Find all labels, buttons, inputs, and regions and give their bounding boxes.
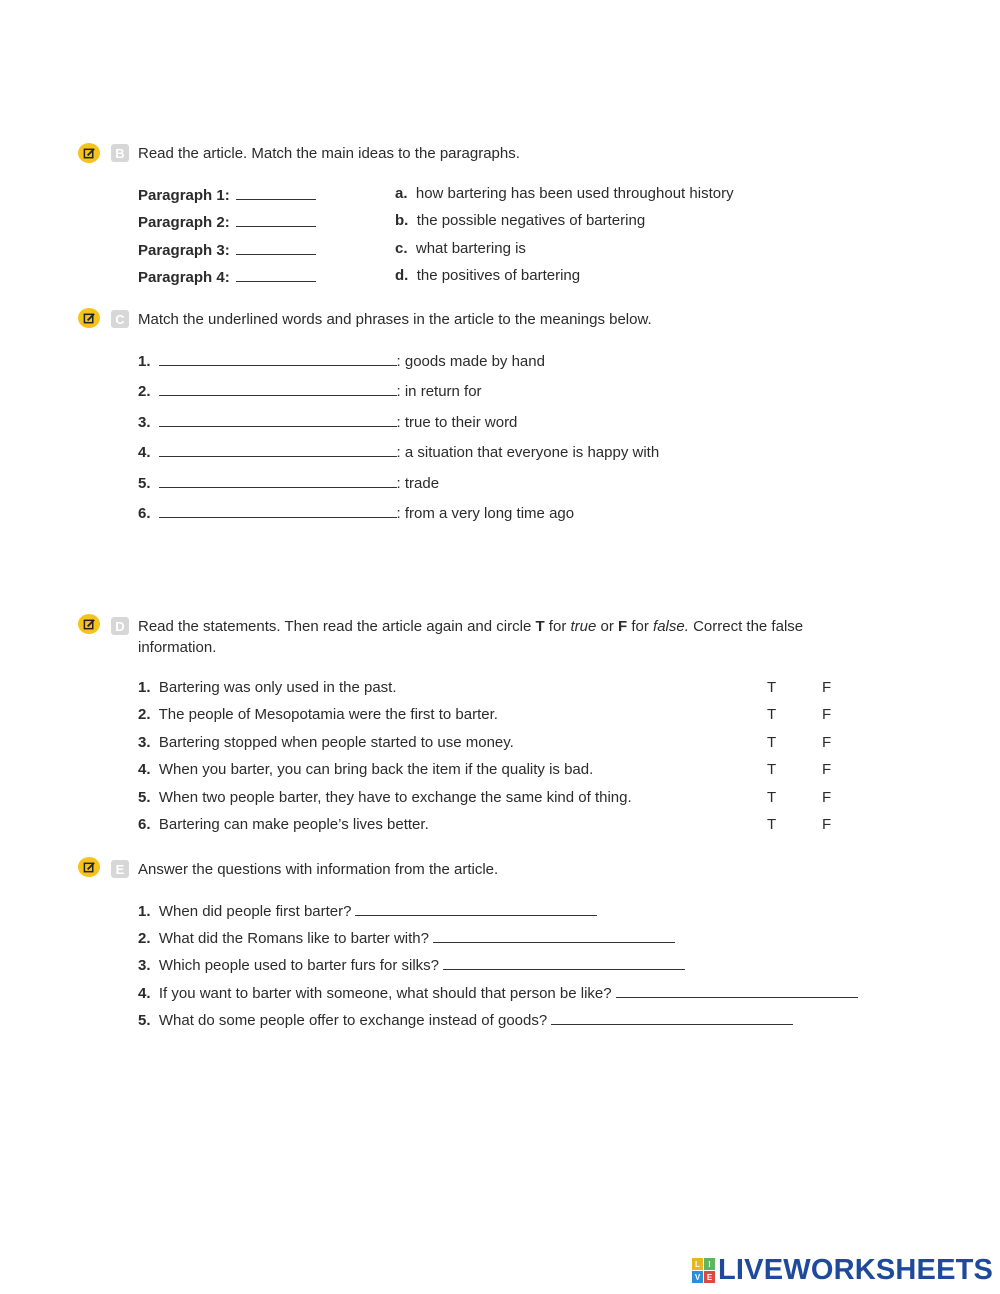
statement-item: 1. Bartering was only used in the past. (138, 679, 397, 696)
section-d-instruction-line2: information. (138, 639, 217, 656)
true-option[interactable]: T (767, 761, 777, 778)
logo-tiles-icon (692, 1258, 715, 1283)
answer-blank[interactable] (236, 240, 316, 255)
answer-blank[interactable] (616, 983, 858, 998)
section-letter-b: B (111, 144, 129, 162)
statement-item: 4. When you barter, you can bring back the item if the quality is bad. (138, 761, 594, 778)
meaning-item: 6. : from a very long time ago (138, 505, 575, 522)
false-option[interactable]: F (822, 789, 832, 806)
answer-blank[interactable] (443, 955, 685, 970)
question-item: 3. Which people used to barter furs for silks? (138, 955, 685, 974)
question-item: 5. What do some people offer to exchange instead of goods? (138, 1010, 793, 1029)
idea-item: d. the positives of bartering (395, 267, 581, 284)
idea-item: a. how bartering has been used throughout history (395, 185, 734, 202)
true-option[interactable]: T (767, 679, 777, 696)
statement-item: 2. The people of Mesopotamia were the first to barter. (138, 706, 498, 723)
false-option[interactable]: F (822, 761, 832, 778)
true-option[interactable]: T (767, 789, 777, 806)
logo-tile: E (704, 1271, 715, 1283)
meaning-item: 5. : trade (138, 475, 440, 492)
edit-icon (78, 143, 100, 163)
answer-blank[interactable] (159, 503, 397, 518)
statement-item: 5. When two people barter, they have to exchange the same kind of thing. (138, 789, 632, 806)
answer-blank[interactable] (551, 1010, 793, 1025)
answer-blank[interactable] (433, 928, 675, 943)
logo-text: LIVEWORKSHEETS (718, 1254, 994, 1286)
section-e-instruction: Answer the questions with information from the article. (138, 861, 499, 878)
liveworksheets-logo (692, 1254, 993, 1287)
paragraph-label: Paragraph 1: (138, 185, 316, 204)
section-letter-e: E (111, 860, 129, 878)
question-item: 2. What did the Romans like to barter with? (138, 928, 675, 947)
idea-item: c. what bartering is (395, 240, 526, 257)
logo-tile: L (692, 1258, 703, 1270)
answer-blank[interactable] (159, 381, 397, 396)
paragraph-label: Paragraph 3: (138, 240, 316, 259)
section-b-instruction: Read the article. Match the main ideas to the paragraphs. (138, 145, 520, 162)
idea-item: b. the possible negatives of bartering (395, 212, 646, 229)
answer-blank[interactable] (159, 351, 397, 366)
false-option[interactable]: F (822, 679, 832, 696)
true-option[interactable]: T (767, 706, 777, 723)
meaning-item: 4. : a situation that everyone is happy with (138, 444, 660, 461)
answer-blank[interactable] (355, 901, 597, 916)
answer-blank[interactable] (159, 412, 397, 427)
meaning-item: 2. : in return for (138, 383, 482, 400)
paragraph-label: Paragraph 4: (138, 267, 316, 286)
false-option[interactable]: F (822, 816, 832, 833)
question-item: 4. If you want to barter with someone, what should that person be like? (138, 983, 858, 1002)
answer-blank[interactable] (159, 473, 397, 488)
answer-blank[interactable] (159, 442, 397, 457)
answer-blank[interactable] (236, 212, 316, 227)
edit-icon (78, 614, 100, 634)
false-option[interactable]: F (822, 706, 832, 723)
statement-item: 3. Bartering stopped when people started to use money. (138, 734, 514, 751)
paragraph-label: Paragraph 2: (138, 212, 316, 231)
section-letter-c: C (111, 310, 129, 328)
section-letter-d: D (111, 617, 129, 635)
statement-item: 6. Bartering can make people’s lives better. (138, 816, 429, 833)
edit-icon (78, 308, 100, 328)
true-option[interactable]: T (767, 816, 777, 833)
answer-blank[interactable] (236, 185, 316, 200)
logo-tile: V (692, 1271, 703, 1283)
question-item: 1. When did people first barter? (138, 901, 597, 920)
answer-blank[interactable] (236, 267, 316, 282)
meaning-item: 3. : true to their word (138, 414, 518, 431)
meaning-item: 1. : goods made by hand (138, 353, 545, 370)
edit-icon (78, 857, 100, 877)
true-option[interactable]: T (767, 734, 777, 751)
false-option[interactable]: F (822, 734, 832, 751)
section-c-instruction: Match the underlined words and phrases in the article to the meanings below. (138, 311, 652, 328)
logo-tile: I (704, 1258, 715, 1270)
section-d-instruction: Read the statements. Then read the article again and circle T for true or F for false. Correct the false (138, 618, 804, 635)
